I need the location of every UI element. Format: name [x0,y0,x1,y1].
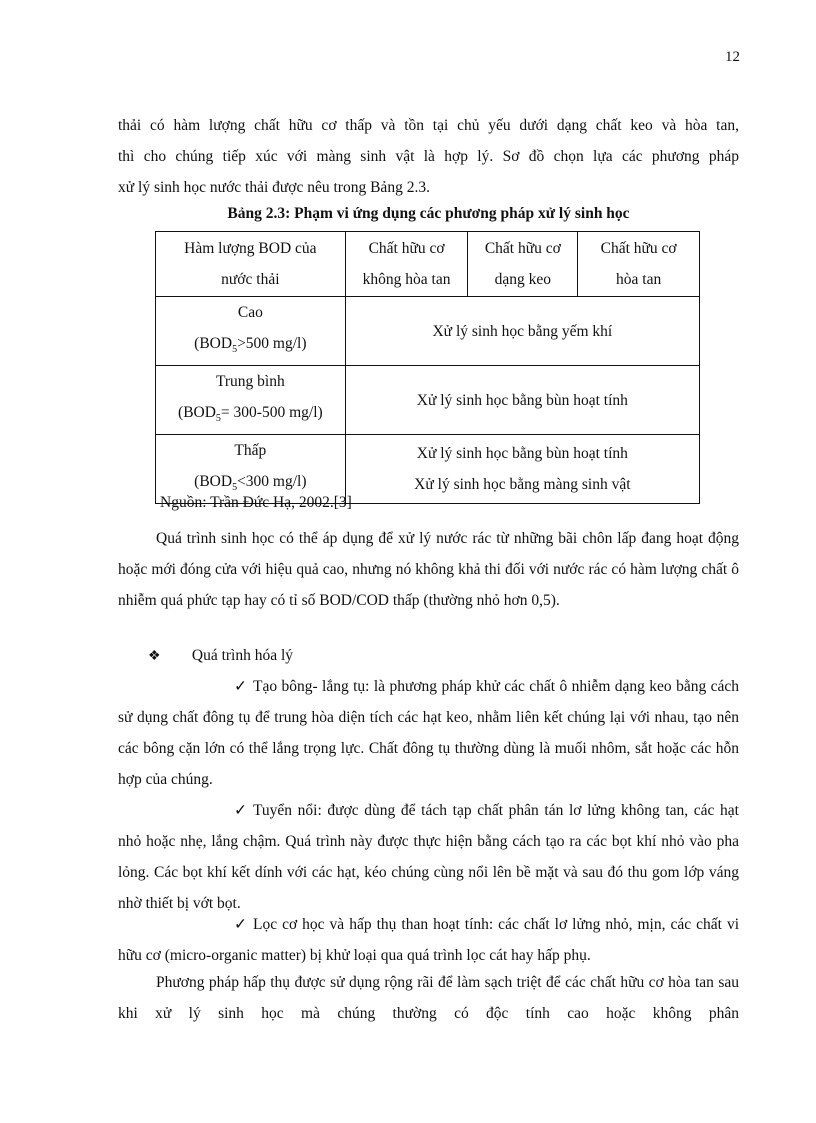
table-row [156,297,700,366]
list-item [118,671,739,795]
method-text: Xử lý sinh học bằng bùn hoạt tính [416,391,628,409]
header-text: hòa tan [616,271,662,288]
level-condition: ($BOD_5>500$ mg/l) [194,335,307,356]
level-label: Thấp [234,442,267,460]
section-heading [118,640,739,672]
list-item-text: Tuyển nổi: được dùng để tách tạp chất phân tán lơ lửng không tan, các hạt nhỏ hoặc nhẹ, lắng chậm. Quá trình này được thực hiện bằng cách tạo ra các bọt khí nhỏ vào pha lỏng. Các bọt khí kết dính với các hạt, kéo chúng cùng nổi lên bề mặt và sau đó thu gom lớp váng nhờ thiết bị vớt bọt. [118,802,739,912]
header-text: dạng keo [494,271,552,288]
method-text: Xử lý sinh học bằng màng sinh vật [414,476,631,494]
header-text: không hòa tan [362,271,451,288]
level-cell [156,366,346,435]
table-row [156,366,700,435]
method-cell [345,435,699,504]
list-item [118,795,739,919]
method-text: Xử lý sinh học bằng yếm khí [432,322,613,340]
level-condition: ($BOD_5= 300-500$ mg/l) [178,404,323,425]
diamond-bullet-icon: ❖ [148,649,161,664]
level-label: Cao [237,304,263,321]
level-cell [156,297,346,366]
level-label: Trung bình [215,373,285,391]
page-number: 12 [725,49,740,65]
method-text: Xử lý sinh học bằng bùn hoạt tính [416,445,628,463]
header-text: Chất hữu cơ [484,240,561,257]
header-text: Hàm lượng BOD của [184,240,317,257]
list-item-text: Lọc cơ học và hấp thụ than hoạt tính: các chất lơ lửng nhỏ, mịn, các chất vi hữu cơ (micro-organic matter) bị khử loại qua quá trình lọc cát hay hấp phụ. [118,916,739,964]
table-header-row [156,232,700,297]
check-icon: ✓ [234,802,247,819]
intro-line-1: thải có hàm lượng chất hữu cơ thấp và tồn tại chủ yếu dưới dạng chất keo và hòa tan, [118,117,739,134]
header-text: Chất hữu cơ [600,240,677,257]
check-icon: ✓ [234,678,247,695]
paragraph-biological: Quá trình sinh học có thể áp dụng để xử lý nước rác từ những bãi chôn lấp đang hoạt động hoặc mới đóng cửa với hiệu quả cao, nhưng nó không khả thi đối với nước rác có hàm lượng chất ô nhiễm quá phức tạp hay có tỉ số BOD/COD thấp (thường nhỏ hơn 0,5). [118,530,739,609]
bod-table [155,231,700,504]
header-insoluble [345,232,468,297]
header-bod [156,232,346,297]
section-heading-text: Quá trình hóa lý [191,647,294,664]
intro-line-2: thì cho chúng tiếp xúc với màng sinh vật là hợp lý. Sơ đồ chọn lựa các phương pháp [118,148,739,165]
header-text: Chất hữu cơ [368,240,445,257]
header-colloid [468,232,578,297]
list-item [118,909,739,971]
level-condition: ($BOD_5<300$ mg/l) [194,473,307,494]
list-item-text: Tạo bông- lắng tụ: là phương pháp khử các chất ô nhiễm dạng keo bằng cách sử dụng chất đông tụ để trung hòa diện tích các hạt keo, nhằm liên kết chúng lại với nhau, tạo nên các bông cặn lớn có thể lắng trọng lực. Chất đông tụ thường dùng là muối nhôm, sắt hoặc các hỗn hợp của chúng. [118,678,739,788]
check-icon: ✓ [234,916,247,933]
intro-line-3: xử lý sinh học nước thải được nêu trong Bảng 2.3. [118,179,430,196]
method-cell [345,366,699,435]
method-cell [345,297,699,366]
table-caption: Bảng 2.3: Phạm vi ứng dụng các phương pháp xử lý sinh học [227,205,630,222]
header-soluble [578,232,700,297]
paragraph-adsorption: Phương pháp hấp thụ được sử dụng rộng rãi để làm sạch triệt để các chất hữu cơ hòa tan sau khi xử lý sinh học mà chúng thường có độc tính cao hoặc không phân [118,974,739,1022]
table-source: Nguồn: Trần Đức Hạ, 2002.[3] [160,494,352,511]
header-text: nước thải [221,271,280,288]
